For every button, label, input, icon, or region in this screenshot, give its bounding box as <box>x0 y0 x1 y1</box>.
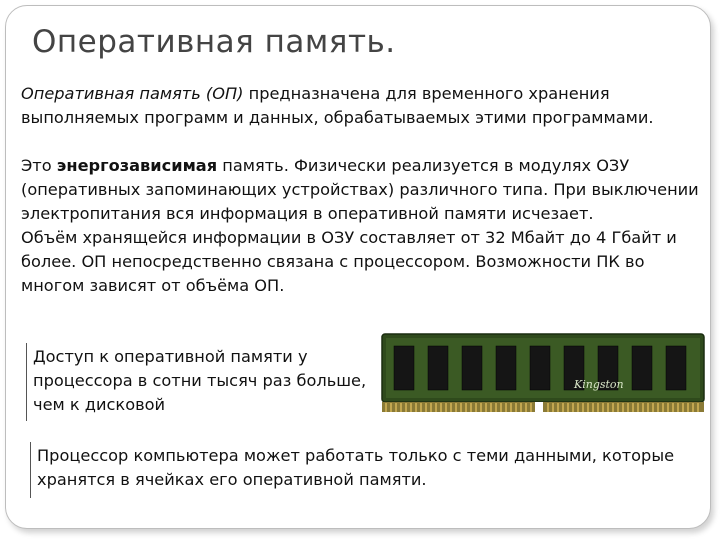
ram-brand-label: Kingston <box>574 378 624 391</box>
paragraph-definition <box>21 82 691 130</box>
para2-start: Это <box>21 156 57 175</box>
paragraph-volume: Объём хранящейся информации в ОЗУ составляет от 32 Мбайт до 4 Гбайт и более. ОП непосредственно связана с процессором. Возможности ПК во многом зависят от объёма ОП. <box>21 228 677 295</box>
term-volatile-bold: энергозависимая <box>56 156 218 175</box>
processor-note-box: Процессор компьютера может работать только с теми данными, которые хранятся в ячейках его оперативной памяти. <box>30 442 683 498</box>
para2-rest: память. Физически реализуется в модулях ОЗУ (оперативных запоминающих устройствах) различного типа. При выключении электропитания вся информация в оперативной памяти исчезает. <box>21 156 699 223</box>
access-note-box: Доступ к оперативной памяти у процессора в сотни тысяч раз больше, чем к дисковой <box>26 343 375 421</box>
slide-title: Оперативная память. <box>32 24 396 60</box>
ram-module-image <box>378 330 708 416</box>
paragraph-properties <box>21 154 701 298</box>
term-ram-italic: Оперативная память (ОП) <box>21 84 244 103</box>
definition-text: предназначена для временного хранения выполняемых программ и данных, обрабатываемых этими программами. <box>21 84 654 127</box>
